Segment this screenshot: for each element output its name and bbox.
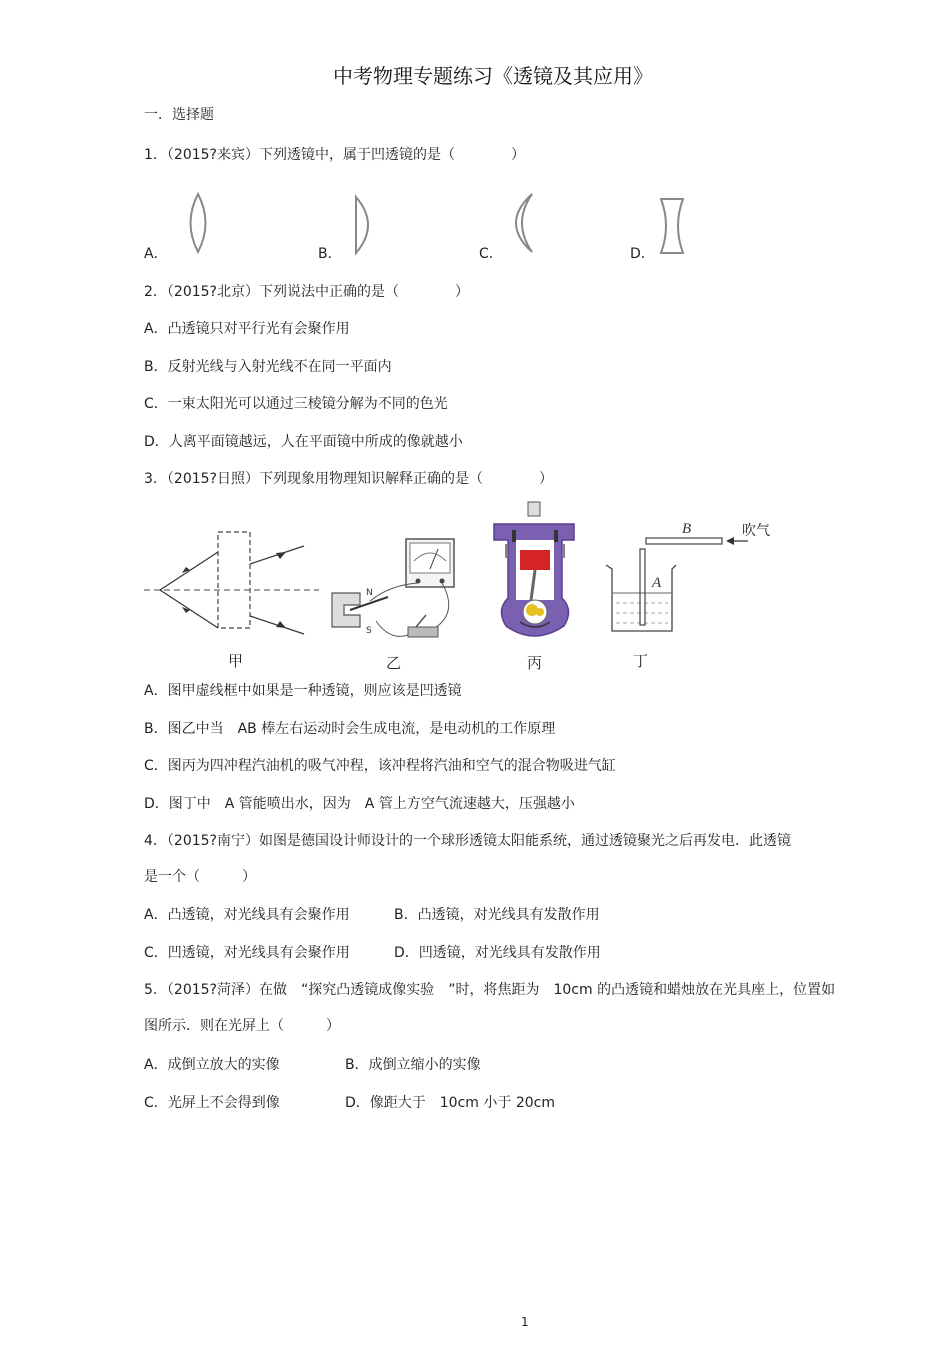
question-5-stem-line1: 5．（2015?菏泽）在做 “探究凸透镜成像实验 ”时，将焦距为 10cm 的凸透镜和蜡烛放在光具座上，位置如 xyxy=(144,982,836,998)
figure-label-bing: 丙 xyxy=(527,654,543,672)
q1-lens-a-biconvex xyxy=(184,192,214,256)
question-4-stem-line2: 是一个（ ） xyxy=(144,869,256,885)
q2-option-b: B．反射光线与入射光线不在同一平面内 xyxy=(144,359,392,375)
q4-option-c: C．凹透镜，对光线具有会聚作用 xyxy=(144,945,350,961)
figure-jia-lens-rays xyxy=(144,520,319,645)
q4-option-a: A．凸透镜，对光线具有会聚作用 xyxy=(144,907,350,923)
figure-label-yi: 乙 xyxy=(386,654,402,672)
q1-option-d-label: D． xyxy=(630,246,655,262)
q1-option-c-label: C． xyxy=(479,246,503,262)
q2-option-d: D．人离平面镜越远，人在平面镜中所成的像就越小 xyxy=(144,434,463,450)
question-1-stem: 1．（2015?来宾）下列透镜中，属于凹透镜的是（ ） xyxy=(144,147,525,163)
q1-lens-b-planoconvex xyxy=(350,195,380,257)
figure-bing-engine xyxy=(490,500,580,645)
magnet-pole-n: N xyxy=(366,588,373,598)
q4-option-d: D．凹透镜，对光线具有发散作用 xyxy=(394,945,601,961)
q5-option-b: B．成倒立缩小的实像 xyxy=(345,1057,481,1073)
page-title: 中考物理专题练习《透镜及其应用》 xyxy=(333,64,653,88)
q1-lens-d-biconcave xyxy=(658,197,688,257)
tube-b-label: B xyxy=(682,521,692,537)
figure-yi-induction xyxy=(330,535,465,650)
q1-lens-c-meniscus xyxy=(506,192,536,256)
question-4-stem-line1: 4．（2015?南宁）如图是德国设计师设计的一个球形透镜太阳能系统，通过透镜聚光之后再发电．此透镜 xyxy=(144,833,791,849)
q2-option-a: A．凸透镜只对平行光有会聚作用 xyxy=(144,321,350,337)
q3-option-b: B．图乙中当 AB 棒左右运动时会生成电流，是电动机的工作原理 xyxy=(144,721,556,737)
tube-a-label: A xyxy=(652,575,662,591)
q5-option-d: D．像距大于 10cm 小于 20cm xyxy=(345,1095,555,1111)
question-3-stem: 3．（2015?日照）下列现象用物理知识解释正确的是（ ） xyxy=(144,471,553,487)
figure-label-ding: 丁 xyxy=(633,652,649,670)
q1-option-b-label: B． xyxy=(318,246,342,262)
q3-option-c: C．图丙为四冲程汽油机的吸气冲程，该冲程将汽油和空气的混合物吸进气缸 xyxy=(144,758,616,774)
q3-option-a: A．图甲虚线框中如果是一种透镜，则应该是凹透镜 xyxy=(144,683,462,699)
page-number: 1 xyxy=(521,1315,529,1329)
section-heading: 一．选择题 xyxy=(144,107,214,123)
figure-ding-tube xyxy=(600,515,780,640)
q3-option-d: D．图丁中 A 管能喷出水，因为 A 管上方空气流速越大，压强越小 xyxy=(144,796,575,812)
q2-option-c: C．一束太阳光可以通过三棱镜分解为不同的色光 xyxy=(144,396,448,412)
blow-label: 吹气 xyxy=(742,523,770,539)
q5-option-c: C．光屏上不会得到像 xyxy=(144,1095,280,1111)
magnet-pole-s: S xyxy=(366,626,372,636)
question-5-stem-line2: 图所示．则在光屏上（ ） xyxy=(144,1018,340,1034)
question-2-stem: 2．（2015?北京）下列说法中正确的是（ ） xyxy=(144,284,469,300)
figure-label-jia: 甲 xyxy=(228,652,244,670)
q4-option-b: B．凸透镜，对光线具有发散作用 xyxy=(394,907,600,923)
q5-option-a: A．成倒立放大的实像 xyxy=(144,1057,280,1073)
q1-option-a-label: A． xyxy=(144,246,168,262)
